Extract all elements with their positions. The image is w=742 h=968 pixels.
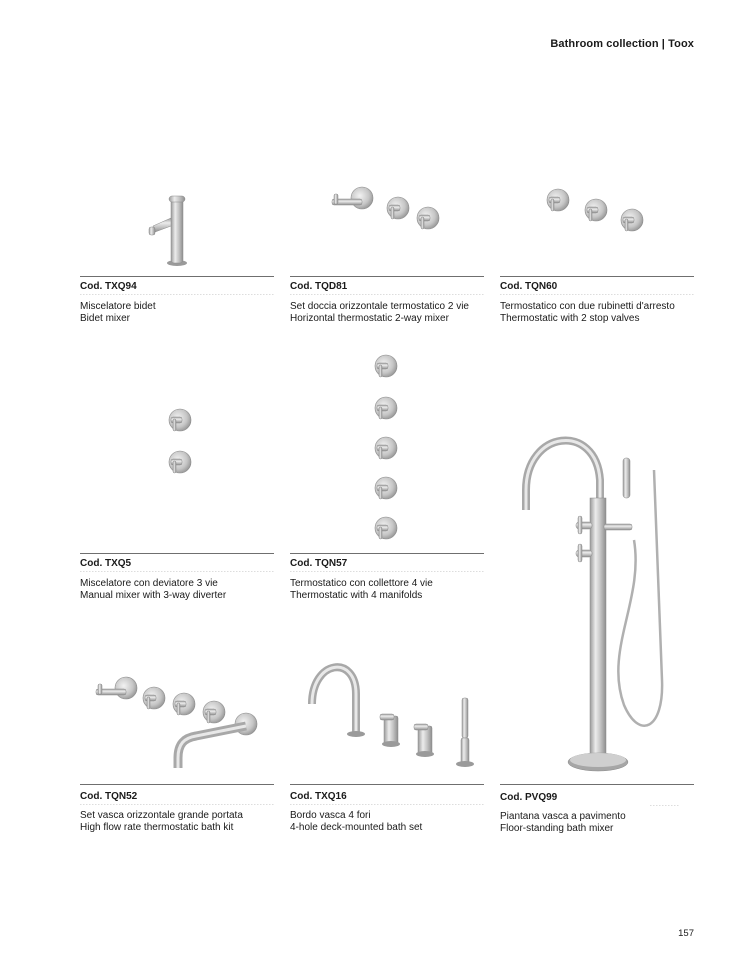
product-code: Cod. PVQ99 xyxy=(500,792,558,803)
product-name-en: 4-hole deck-mounted bath set xyxy=(290,822,423,833)
product-card xyxy=(500,180,694,330)
header-section: Bathroom collection xyxy=(550,38,659,50)
product-name-it: Termostatico con due rubinetti d'arresto xyxy=(500,301,675,312)
product-name-en: Horizontal thermostatic 2-way mixer xyxy=(290,313,449,324)
divider-rule xyxy=(290,276,484,277)
product-image xyxy=(316,182,446,242)
product-code: Cod. TQN60 xyxy=(500,281,558,292)
product-name-en: Thermostatic with 4 manifolds xyxy=(290,590,423,601)
product-name-it: Set doccia orizzontale termostatico 2 vie xyxy=(290,301,469,312)
product-name-en: High flow rate thermostatic bath kit xyxy=(80,822,234,833)
dotted-leader xyxy=(290,571,484,572)
product-name-en: Thermostatic with 2 stop valves xyxy=(500,313,640,324)
dotted-leader xyxy=(80,804,274,805)
product-image xyxy=(160,404,200,484)
product-card xyxy=(290,650,484,845)
product-image xyxy=(366,348,406,548)
product-card xyxy=(290,340,484,610)
header-separator: | xyxy=(661,38,665,50)
divider-rule xyxy=(500,276,694,277)
product-name-it: Miscelatore con deviatore 3 vie xyxy=(80,578,218,589)
divider-rule xyxy=(290,784,484,785)
product-name-en: Manual mixer with 3-way diverter xyxy=(80,590,227,601)
divider-rule xyxy=(290,553,484,554)
product-image xyxy=(135,190,195,270)
product-code: Cod. TQD81 xyxy=(290,281,348,292)
product-card xyxy=(500,430,694,840)
divider-rule xyxy=(500,784,694,785)
dotted-leader xyxy=(80,294,274,295)
product-image xyxy=(514,430,674,775)
product-name-en: Bidet mixer xyxy=(80,313,131,324)
product-name-en: Floor-standing bath mixer xyxy=(500,823,614,834)
product-code: Cod. TXQ16 xyxy=(290,791,347,802)
divider-rule xyxy=(80,553,274,554)
divider-rule xyxy=(80,276,274,277)
product-name-it: Bordo vasca 4 fori xyxy=(290,810,371,821)
product-name-it: Termostatico con collettore 4 vie xyxy=(290,578,433,589)
product-card xyxy=(80,400,274,610)
dotted-leader xyxy=(290,294,484,295)
page-header xyxy=(550,38,694,50)
product-name-it: Miscelatore bidet xyxy=(80,301,156,312)
product-name-it: Set vasca orizzontale grande portata xyxy=(80,810,243,821)
product-code: Cod. TQN57 xyxy=(290,558,348,569)
dotted-leader xyxy=(650,805,680,806)
product-card xyxy=(290,180,484,330)
dotted-leader xyxy=(290,804,484,805)
product-name-it: Piantana vasca a pavimento xyxy=(500,811,626,822)
product-code: Cod. TQN52 xyxy=(80,791,138,802)
product-image xyxy=(302,654,482,774)
divider-rule xyxy=(80,784,274,785)
product-image xyxy=(534,182,654,242)
product-card xyxy=(80,665,274,845)
page-number: 157 xyxy=(678,928,694,939)
product-card xyxy=(80,180,274,330)
product-image xyxy=(86,670,276,780)
dotted-leader xyxy=(80,571,274,572)
product-code: Cod. TXQ94 xyxy=(80,281,137,292)
header-collection: Toox xyxy=(668,38,694,50)
dotted-leader xyxy=(500,294,694,295)
product-code: Cod. TXQ5 xyxy=(80,558,132,569)
